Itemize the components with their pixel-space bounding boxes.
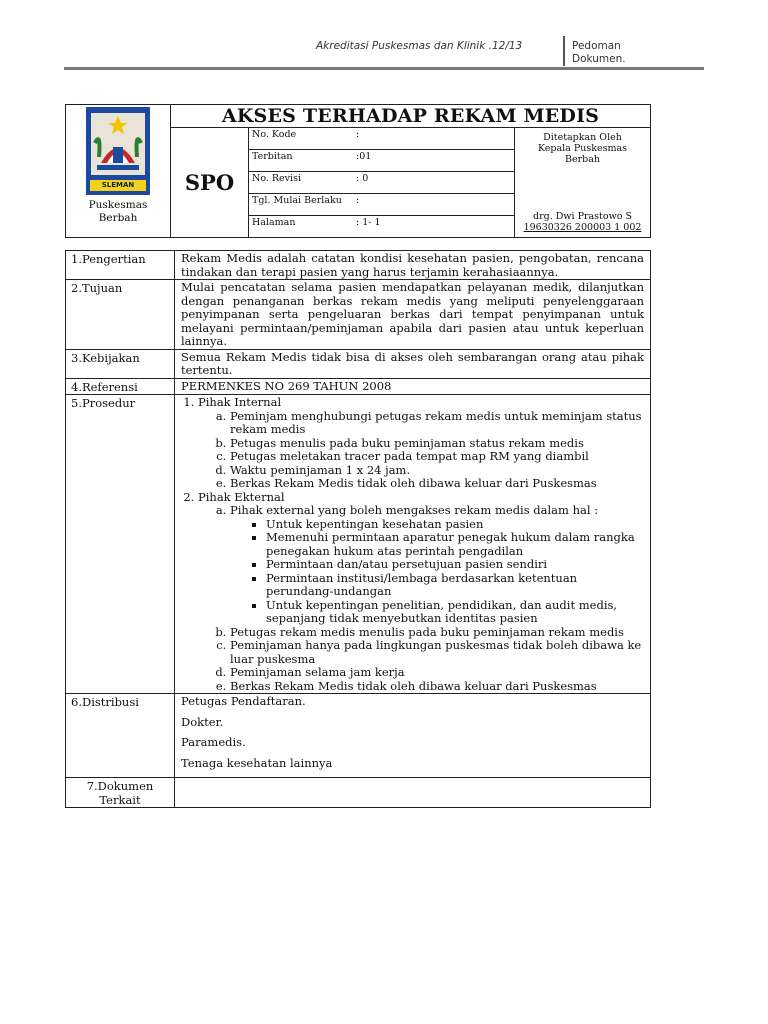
header-rule	[64, 67, 704, 70]
meta-label: No. Revisi	[252, 173, 301, 184]
sleman-logo	[86, 107, 150, 195]
list-item: b. Petugas rekam medis menulis pada buku peminjaman rekam medis	[230, 626, 644, 640]
list-item: Paramedis.	[181, 735, 246, 749]
header-doc-type	[572, 40, 626, 66]
list-item	[230, 504, 644, 626]
header-source-text: Akreditasi Puskesmas dan Klinik .12/13	[316, 40, 523, 52]
list-item: d. Peminjaman selama jam kerja	[230, 666, 644, 680]
external-title: Pihak Ekternal	[198, 489, 285, 504]
header-doc-type-line1: Pedoman	[572, 40, 621, 52]
signer-name: drg. Dwi Prastowo S	[533, 211, 632, 222]
header-doc-type-line2: Dokumen.	[572, 53, 626, 65]
sop-header-table	[65, 104, 651, 238]
meta-value: :	[356, 129, 360, 140]
meta-tgl-berlaku	[249, 194, 515, 216]
external-steps	[198, 504, 644, 693]
list-item: ▪ Untuk kepentingan kesehatan pasien	[266, 518, 644, 532]
meta-value: :	[356, 195, 360, 206]
external-conditions	[230, 518, 644, 626]
section-label-prosedur: 5.Prosedur	[66, 395, 175, 694]
list-item: c. Peminjaman hanya pada lingkungan puskesmas tidak boleh dibawa ke luar puskesma	[230, 639, 644, 666]
list-item: ▪ Memenuhi permintaan aparatur penegak hukum dalam rangka penegakan hukum atas perintah pengadilan	[266, 531, 644, 558]
list-item: ▪ Untuk kepentingan penelitian, pendidikan, dan audit medis, sepanjang tidak menyebutkan identitas pasien	[266, 599, 644, 626]
meta-value: :01	[356, 151, 372, 162]
list-item: d. Waktu peminjaman 1 x 24 jam.	[230, 464, 644, 478]
section-label-referensi: 4.Referensi	[66, 378, 175, 395]
procedure-external	[198, 491, 644, 694]
external-step-a: Pihak external yang boleh mengakses rekam medis dalam hal :	[230, 503, 599, 517]
list-item: a. Peminjam menghubungi petugas rekam medis untuk meminjam status rekam medis	[230, 410, 644, 437]
procedure-list	[181, 396, 644, 693]
dokumen-label-line2: Terkait	[99, 792, 141, 807]
org-name-line1: Puskesmas	[88, 199, 148, 211]
emblem-icon	[91, 113, 145, 175]
section-text-referensi: PERMENKES NO 269 TAHUN 2008	[175, 378, 651, 395]
sop-title: AKSES TERHADAP REKAM MEDIS	[171, 105, 651, 128]
meta-no-revisi	[249, 172, 515, 194]
section-text-tujuan: Mulai pencatatan selama pasien mendapatkan pelayanan medik, dilanjutkan dengan penanganan berkas rekam medis yang meliputi penyelenggaraan penyimpanan serta pengeluaran berkas dari tempat penyimpanan untuk melayani permintaan/peminjaman apabila dari pasien atau untuk keperluan lainnya.	[175, 280, 651, 350]
meta-label: Terbitan	[252, 151, 293, 162]
section-distribusi	[175, 694, 651, 778]
approval-cell	[515, 128, 651, 238]
approval-line3: Berbah	[564, 154, 600, 165]
section-label-tujuan: 2.Tujuan	[66, 280, 175, 350]
logo-band-text: SLEMAN	[90, 180, 146, 191]
section-label-dokumen	[66, 778, 175, 808]
section-text-kebijakan: Semua Rekam Medis tidak bisa di akses oleh sembarangan orang atau pihak tertentu.	[175, 349, 651, 378]
meta-label: Halaman	[252, 217, 296, 228]
procedure-internal	[198, 396, 644, 491]
section-prosedur	[175, 395, 651, 694]
meta-no-kode	[249, 128, 515, 150]
org-name-line2: Berbah	[98, 212, 138, 224]
list-item: e. Berkas Rekam Medis tidak oleh dibawa keluar dari Puskesmas	[230, 680, 644, 694]
list-item: ▪ Permintaan institusi/lembaga berdasarkan ketentuan perundang-undangan	[266, 572, 644, 599]
list-item: Petugas Pendaftaran.	[181, 694, 306, 708]
section-label-kebijakan: 3.Kebijakan	[66, 349, 175, 378]
list-item: e. Berkas Rekam Medis tidak oleh dibawa keluar dari Puskesmas	[230, 477, 644, 491]
internal-steps	[198, 410, 644, 491]
meta-halaman	[249, 216, 515, 238]
internal-title: Pihak Internal	[198, 395, 282, 409]
dokumen-label-line1: 7.Dokumen	[86, 779, 154, 793]
section-label-pengertian: 1.Pengertian	[66, 251, 175, 280]
list-item: b. Petugas menulis pada buku peminjaman status rekam medis	[230, 437, 644, 451]
sop-content-table	[65, 250, 651, 808]
approval-line2: Kepala Puskesmas	[537, 143, 628, 154]
approval-line1: Ditetapkan Oleh	[543, 132, 622, 143]
signer-nip: 19630326 200003 1 002	[523, 222, 642, 233]
meta-value: : 1- 1	[356, 217, 381, 228]
list-item: ▪ Permintaan dan/atau persetujuan pasien sendiri	[266, 558, 644, 572]
spo-label: SPO	[171, 128, 249, 238]
header-separator	[563, 36, 565, 66]
list-item: c. Petugas meletakan tracer pada tempat map RM yang diambil	[230, 450, 644, 464]
section-label-distribusi: 6.Distribusi	[66, 694, 175, 778]
meta-value: : 0	[356, 173, 369, 184]
list-item: Dokter.	[181, 714, 224, 729]
meta-terbitan	[249, 150, 515, 172]
list-item: Tenaga kesehatan lainnya	[181, 755, 333, 770]
meta-label: Tgl. Mulai Berlaku	[252, 195, 342, 206]
logo-cell	[66, 105, 171, 238]
meta-label: No. Kode	[252, 129, 297, 140]
section-text-pengertian: Rekam Medis adalah catatan kondisi kesehatan pasien, pengobatan, rencana tindakan dan terapi pasien yang harus terjamin kerahasiaannya.	[175, 251, 651, 280]
section-dokumen-terkait	[175, 778, 651, 808]
